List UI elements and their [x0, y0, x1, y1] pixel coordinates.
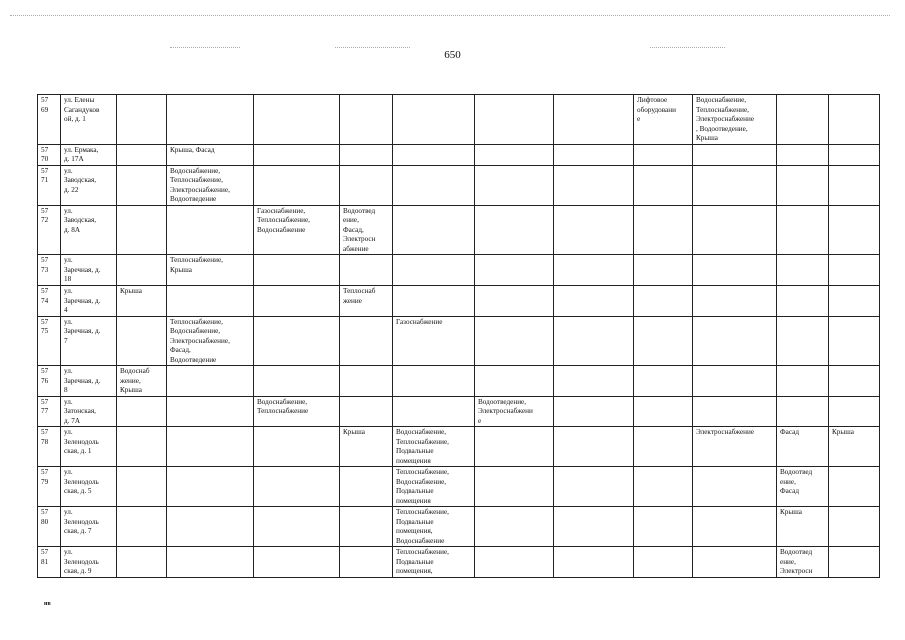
row-number-cell: 57 76 [38, 366, 61, 397]
table-body [38, 95, 880, 578]
work-type-cell: Крыша [777, 507, 829, 547]
scan-artifact-line [335, 47, 410, 48]
work-type-cell [634, 507, 693, 547]
work-type-cell [117, 507, 167, 547]
work-type-cell [167, 366, 254, 397]
work-type-cell [829, 205, 880, 255]
work-type-cell [254, 255, 340, 286]
work-type-cell: Крыша [829, 427, 880, 467]
work-type-cell [117, 205, 167, 255]
work-type-cell [117, 467, 167, 507]
work-type-cell [340, 507, 393, 547]
work-type-cell: Водоотведение, Электроснабжени е [475, 396, 554, 427]
work-type-cell [829, 507, 880, 547]
work-type-cell [393, 144, 475, 165]
work-type-cell: Лифтовое оборудовани е [634, 95, 693, 145]
work-type-cell [475, 467, 554, 507]
table-row [38, 467, 880, 507]
work-type-cell [634, 467, 693, 507]
work-type-cell [554, 467, 634, 507]
row-number-cell: 57 73 [38, 255, 61, 286]
work-type-cell [634, 255, 693, 286]
work-type-cell: Крыша [117, 286, 167, 317]
work-type-cell [340, 366, 393, 397]
work-type-cell [475, 95, 554, 145]
work-type-cell [117, 316, 167, 366]
work-type-cell [829, 286, 880, 317]
work-type-cell [693, 255, 777, 286]
work-type-cell [475, 427, 554, 467]
scan-artifact-line [10, 15, 890, 16]
work-type-cell: Газоснабжение, Теплоснабжение, Водоснабжение [254, 205, 340, 255]
address-cell: ул. Заречная, д. 7 [61, 316, 117, 366]
work-type-cell [634, 427, 693, 467]
address-cell: ул. Зеленодоль ская, д. 7 [61, 507, 117, 547]
work-type-cell [117, 165, 167, 205]
work-type-cell [167, 507, 254, 547]
work-type-cell [167, 95, 254, 145]
work-type-cell: Теплоснаб жение [340, 286, 393, 317]
work-type-cell [340, 255, 393, 286]
work-type-cell [393, 165, 475, 205]
work-type-cell: Водоснабжение, Теплоснабжение [254, 396, 340, 427]
table-row [38, 205, 880, 255]
address-cell: ул. Затонская, д. 7А [61, 396, 117, 427]
scan-artifact-line [650, 47, 725, 48]
work-type-cell [167, 427, 254, 467]
work-type-cell: Газоснабжение [393, 316, 475, 366]
row-number-cell: 57 81 [38, 547, 61, 578]
work-type-cell [340, 316, 393, 366]
work-type-cell [554, 95, 634, 145]
scan-artifact-line [170, 47, 240, 48]
work-type-cell [475, 507, 554, 547]
work-type-cell [475, 144, 554, 165]
row-number-cell: 57 79 [38, 467, 61, 507]
table-row [38, 507, 880, 547]
row-number-cell: 57 72 [38, 205, 61, 255]
work-type-cell [777, 95, 829, 145]
work-type-cell [117, 547, 167, 578]
work-type-cell [634, 547, 693, 578]
work-type-cell [475, 547, 554, 578]
work-type-cell [693, 467, 777, 507]
work-type-cell: Водоснабжение, Теплоснабжение, Электроснабжение, Водоотведение [167, 165, 254, 205]
work-type-cell [340, 144, 393, 165]
table-row [38, 165, 880, 205]
work-type-cell [475, 286, 554, 317]
work-type-cell: Теплоснабжение, Крыша [167, 255, 254, 286]
work-type-cell: Электроснабжение [693, 427, 777, 467]
work-type-cell: Теплоснабжение, Водоснабжение, Электроснабжение, Фасад, Водоотведение [167, 316, 254, 366]
work-type-cell [393, 255, 475, 286]
work-type-cell [634, 144, 693, 165]
row-number-cell: 57 70 [38, 144, 61, 165]
work-type-cell [829, 255, 880, 286]
work-type-cell [829, 547, 880, 578]
work-type-cell [117, 255, 167, 286]
work-type-cell [829, 396, 880, 427]
footer-note: нв [44, 601, 51, 607]
work-type-cell [829, 316, 880, 366]
work-type-cell [475, 366, 554, 397]
row-number-cell: 57 75 [38, 316, 61, 366]
work-type-cell [254, 547, 340, 578]
work-type-cell [393, 366, 475, 397]
repair-schedule-table [37, 94, 880, 578]
work-type-cell [777, 165, 829, 205]
work-type-cell [167, 547, 254, 578]
address-cell: ул. Елены Сагандуков ой, д. 1 [61, 95, 117, 145]
work-type-cell [829, 165, 880, 205]
work-type-cell [634, 165, 693, 205]
work-type-cell [693, 165, 777, 205]
work-type-cell [167, 205, 254, 255]
table-row [38, 95, 880, 145]
work-type-cell [117, 396, 167, 427]
work-type-cell: Крыша [340, 427, 393, 467]
row-number-cell: 57 71 [38, 165, 61, 205]
address-cell: ул. Зеленодоль ская, д. 9 [61, 547, 117, 578]
work-type-cell: Крыша, Фасад [167, 144, 254, 165]
work-type-cell [634, 366, 693, 397]
table-row [38, 427, 880, 467]
work-type-cell [693, 507, 777, 547]
work-type-cell [634, 316, 693, 366]
work-type-cell: Теплоснабжение, Подвальные помещения, [393, 547, 475, 578]
work-type-cell [254, 366, 340, 397]
row-number-cell: 57 78 [38, 427, 61, 467]
work-type-cell [340, 396, 393, 427]
work-type-cell [475, 165, 554, 205]
work-type-cell [554, 144, 634, 165]
work-type-cell [829, 467, 880, 507]
work-type-cell [554, 547, 634, 578]
work-type-cell [254, 467, 340, 507]
work-type-cell [693, 286, 777, 317]
work-type-cell [475, 255, 554, 286]
work-type-cell [167, 286, 254, 317]
work-type-cell: Теплоснабжение, Подвальные помещения, Водоснабжение [393, 507, 475, 547]
work-type-cell: Водоснабжение, Теплоснабжение, Электроснабжение , Водоотведение, Крыша [693, 95, 777, 145]
work-type-cell [340, 547, 393, 578]
work-type-cell [167, 396, 254, 427]
work-type-cell [777, 316, 829, 366]
table-row [38, 255, 880, 286]
work-type-cell [693, 316, 777, 366]
work-type-cell [393, 95, 475, 145]
work-type-cell [254, 316, 340, 366]
work-type-cell [475, 205, 554, 255]
work-type-cell [693, 366, 777, 397]
work-type-cell: Водоотвед ение, Фасад, Электросн абжение [340, 205, 393, 255]
work-type-cell [393, 396, 475, 427]
work-type-cell [554, 165, 634, 205]
work-type-cell: Водоснаб жение, Крыша [117, 366, 167, 397]
work-type-cell [117, 95, 167, 145]
work-type-cell [634, 396, 693, 427]
work-type-cell [254, 427, 340, 467]
work-type-cell [254, 144, 340, 165]
work-type-cell [693, 396, 777, 427]
row-number-cell: 57 77 [38, 396, 61, 427]
work-type-cell [777, 396, 829, 427]
table-row [38, 286, 880, 317]
work-type-cell [254, 95, 340, 145]
work-type-cell [829, 95, 880, 145]
work-type-cell [393, 286, 475, 317]
address-cell: ул. Заводская, д. 8А [61, 205, 117, 255]
page-number: 650 [444, 49, 461, 61]
work-type-cell [554, 427, 634, 467]
work-type-cell [777, 255, 829, 286]
table-row [38, 144, 880, 165]
table-row [38, 547, 880, 578]
work-type-cell [393, 205, 475, 255]
address-cell: ул. Заречная, д. 8 [61, 366, 117, 397]
work-type-cell: Водоотвед ение, Фасад [777, 467, 829, 507]
address-cell: ул. Заречная, д. 4 [61, 286, 117, 317]
work-type-cell [777, 144, 829, 165]
work-type-cell: Водоснабжение, Теплоснабжение, Подвальные помещения [393, 427, 475, 467]
row-number-cell: 57 74 [38, 286, 61, 317]
work-type-cell [777, 286, 829, 317]
work-type-cell [693, 144, 777, 165]
work-type-cell [554, 286, 634, 317]
work-type-cell [554, 205, 634, 255]
work-type-cell [693, 547, 777, 578]
work-type-cell [340, 467, 393, 507]
work-type-cell [777, 366, 829, 397]
work-type-cell [254, 507, 340, 547]
work-type-cell [634, 286, 693, 317]
work-type-cell: Водоотвед ение, Электросн [777, 547, 829, 578]
table-row [38, 316, 880, 366]
table-row [38, 366, 880, 397]
row-number-cell: 57 80 [38, 507, 61, 547]
work-type-cell [340, 95, 393, 145]
work-type-cell [554, 507, 634, 547]
work-type-cell [475, 316, 554, 366]
address-cell: ул. Зеленодоль ская, д. 1 [61, 427, 117, 467]
work-type-cell [554, 316, 634, 366]
address-cell: ул. Зеленодоль ская, д. 5 [61, 467, 117, 507]
work-type-cell [554, 396, 634, 427]
work-type-cell [117, 144, 167, 165]
work-type-cell [829, 144, 880, 165]
address-cell: ул. Ермака, д. 17А [61, 144, 117, 165]
work-type-cell [554, 366, 634, 397]
address-cell: ул. Заречная, д. 18 [61, 255, 117, 286]
work-type-cell [340, 165, 393, 205]
work-type-cell [254, 165, 340, 205]
work-type-cell [634, 205, 693, 255]
address-cell: ул. Заводская, д. 22 [61, 165, 117, 205]
work-type-cell [254, 286, 340, 317]
work-type-cell: Теплоснабжение, Водоснабжение, Подвальные помещения [393, 467, 475, 507]
work-type-cell [554, 255, 634, 286]
work-type-cell [777, 205, 829, 255]
work-type-cell [693, 205, 777, 255]
work-type-cell: Фасад [777, 427, 829, 467]
work-type-cell [117, 427, 167, 467]
work-type-cell [167, 467, 254, 507]
row-number-cell: 57 69 [38, 95, 61, 145]
table-row [38, 396, 880, 427]
work-type-cell [829, 366, 880, 397]
